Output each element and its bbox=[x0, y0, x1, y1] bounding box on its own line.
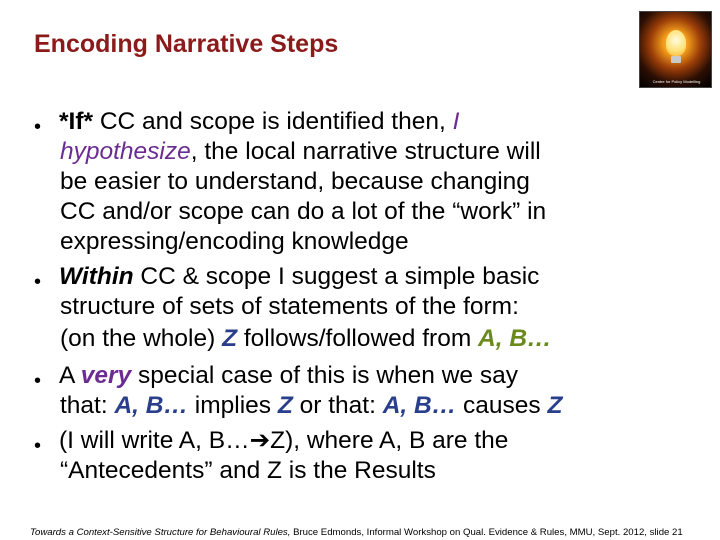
text-run: *If* bbox=[59, 108, 94, 135]
lightbulb-base bbox=[671, 56, 681, 63]
text-run: (on the whole) bbox=[60, 325, 223, 352]
logo-caption: Centre for Policy Modelling bbox=[652, 79, 701, 84]
bullet-1-line bbox=[60, 137, 541, 167]
bullet-2-line bbox=[59, 262, 539, 292]
text-run: (I will write A, B… bbox=[59, 427, 250, 454]
text-run: expressing/encoding knowledge bbox=[60, 228, 409, 255]
text-run: implies bbox=[187, 392, 278, 419]
bullet-dot: • bbox=[34, 435, 42, 457]
bullet-dot: • bbox=[34, 116, 42, 138]
bullet-3-line bbox=[60, 391, 562, 421]
text-run: Z bbox=[222, 325, 238, 352]
bullet-3-line bbox=[59, 361, 518, 391]
text-run: Within bbox=[59, 263, 134, 290]
text-run: Z bbox=[547, 392, 563, 419]
footer-paper-title: Towards a Context-Sensitive Structure for Behavioural Rules, bbox=[30, 527, 291, 538]
bullet-1-line bbox=[59, 107, 459, 137]
bullet-4-line bbox=[59, 426, 508, 456]
text-run: A, B… bbox=[382, 392, 457, 419]
bullet-1-line bbox=[60, 227, 409, 257]
text-run: A, B… bbox=[114, 392, 188, 419]
text-run: special case of this is when we say bbox=[131, 362, 518, 389]
bullet-2-line bbox=[60, 292, 519, 322]
text-run: hypothesize bbox=[60, 138, 191, 165]
logo bbox=[639, 11, 712, 88]
bullet-dot: • bbox=[34, 271, 42, 293]
text-run: , the local narrative structure will bbox=[190, 138, 541, 165]
footer-details: Bruce Edmonds, Informal Workshop on Qual. Evidence & Rules, MMU, Sept. 2012, slide 21 bbox=[290, 527, 683, 538]
text-run: A bbox=[59, 362, 81, 389]
text-run: I bbox=[452, 108, 460, 135]
bullet-4-line bbox=[60, 456, 436, 486]
bullet-1-line bbox=[60, 197, 546, 227]
bullet-1-line bbox=[60, 167, 530, 197]
text-run: structure of sets of statements of the form: bbox=[60, 293, 519, 320]
bullet-dot: • bbox=[34, 370, 42, 392]
text-run: causes bbox=[456, 392, 548, 419]
slide-title: Encoding Narrative Steps bbox=[34, 30, 339, 58]
text-run: CC and/or scope can do a lot of the “work” in bbox=[60, 198, 547, 225]
text-run: very bbox=[80, 362, 132, 389]
text-run: CC and scope is identified then, bbox=[93, 108, 453, 135]
text-run: A, B… bbox=[478, 325, 552, 352]
bullet-2-line bbox=[60, 324, 552, 354]
text-run: that: bbox=[60, 392, 115, 419]
text-run: CC & scope I suggest a simple basic bbox=[133, 263, 540, 290]
text-run: “Antecedents” and Z is the Results bbox=[60, 457, 436, 484]
text-run: Z bbox=[277, 392, 293, 419]
footer bbox=[30, 527, 683, 538]
text-run: or that: bbox=[292, 392, 383, 419]
text-run: ➔ bbox=[249, 427, 271, 454]
text-run: follows/followed from bbox=[237, 325, 479, 352]
lightbulb-icon bbox=[666, 30, 686, 56]
text-run: be easier to understand, because changing bbox=[60, 168, 530, 195]
text-run: Z), where A, B are the bbox=[270, 427, 509, 454]
